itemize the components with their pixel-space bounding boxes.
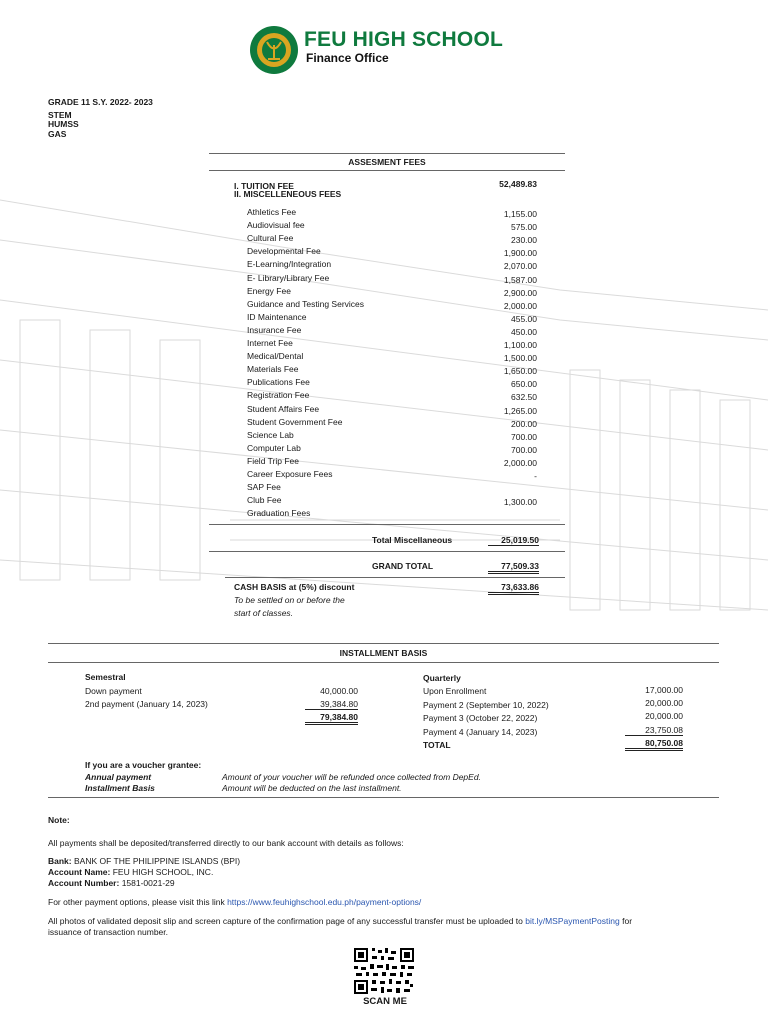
grade-label: GRADE 11 S.Y. 2022- 2023 — [48, 97, 153, 107]
fee-row-value: 2,000.00 — [503, 457, 537, 468]
fee-row-value: 1,500.00 — [503, 353, 537, 364]
fee-row-label: Cultural Fee — [247, 233, 294, 244]
upload-line — [48, 916, 632, 926]
school-name: FEU HIGH SCHOOL — [304, 28, 504, 51]
fee-row-label: Student Government Fee — [247, 416, 343, 427]
payment-options-link[interactable]: https://www.feuhighschool.edu.ph/payment-options/ — [227, 897, 422, 907]
grade-info — [48, 98, 153, 139]
fee-row-value: 1,265.00 — [503, 405, 537, 416]
semestral-total: 79,384.80 — [305, 712, 358, 725]
cash-basis-value: 73,633.86 — [488, 582, 539, 595]
installment-title: INSTALLMENT BASIS — [339, 648, 428, 658]
office-name: Finance Office — [306, 51, 389, 65]
cash-basis-label: CASH BASIS at (5%) discount — [234, 582, 355, 592]
upload-text-2: for — [622, 916, 633, 926]
fee-row-label: Graduation Fees — [247, 508, 311, 519]
fee-row-label: Career Exposure Fees — [247, 469, 333, 479]
note-line1: All payments shall be deposited/transferred directly to our bank account with details as follows: — [48, 838, 404, 848]
voucher-row-label: Installment Basis — [85, 783, 155, 793]
fee-row-label: Athletics Fee — [247, 207, 297, 217]
fees-bottom-rule — [209, 524, 565, 525]
strand-stem: STEM — [48, 109, 72, 120]
cash-note-1: To be settled on or before the — [234, 595, 345, 605]
quarterly-row-value: 23,750.08 — [625, 725, 683, 736]
fee-row-value: 2,000.00 — [503, 300, 537, 311]
misc-label: II. MISCELLENEOUS FEES — [234, 189, 342, 199]
quarterly-row-label: Payment 2 (September 10, 2022) — [423, 700, 549, 710]
school-logo-icon — [249, 25, 299, 75]
quarterly-title: Quarterly — [423, 673, 461, 683]
fee-row-label: E-Learning/Integration — [247, 259, 332, 270]
fee-row-label: Science Lab — [247, 429, 294, 440]
cash-basis-rule — [225, 577, 565, 578]
assessment-title-rule — [209, 170, 565, 171]
assessment-top-rule — [209, 153, 565, 154]
fee-row-value: 230.00 — [511, 235, 537, 246]
fee-row-value: 1,100.00 — [503, 340, 537, 350]
quarterly-row-value: 17,000.00 — [645, 685, 683, 695]
fee-row-value: 1,650.00 — [503, 366, 537, 377]
quarterly-row-value: 20,000.00 — [645, 711, 683, 721]
fee-row-value: 632.50 — [511, 392, 537, 403]
fee-row-label: Internet Fee — [247, 338, 293, 348]
account-name-line — [48, 867, 213, 877]
fee-row-label: Computer Lab — [247, 442, 301, 453]
account-number-label: Account Number: — [48, 878, 120, 888]
fee-row-value: 575.00 — [511, 222, 537, 233]
other-options-line — [48, 897, 421, 907]
bank-line — [48, 856, 240, 866]
qr-caption: SCAN ME — [363, 996, 407, 1007]
semestral-title: Semestral — [85, 672, 126, 682]
fee-row-label: Student Affairs Fee — [247, 403, 320, 414]
building-watermark — [0, 140, 768, 660]
fee-row-label: ID Maintenance — [247, 311, 307, 322]
other-options-text: For other payment options, please visit this link — [48, 897, 225, 907]
fee-row-label: Field Trip Fee — [247, 455, 299, 466]
voucher-row-text: Amount will be deducted on the last installment. — [222, 783, 402, 793]
quarterly-row-label: Payment 3 (October 22, 2022) — [423, 713, 538, 723]
semestral-row-value: 39,384.80 — [305, 699, 358, 710]
cash-note-2: start of classes. — [234, 608, 294, 618]
fee-row-value: 455.00 — [511, 313, 537, 324]
fee-row-label: Materials Fee — [247, 364, 299, 375]
total-misc-label: Total Miscellaneous — [372, 535, 453, 545]
fee-row-label: Registration Fee — [247, 390, 310, 401]
strand-gas: GAS — [48, 128, 67, 139]
account-name-value: FEU HIGH SCHOOL, INC. — [112, 867, 214, 877]
fee-row-label: Guidance and Testing Services — [247, 298, 365, 309]
voucher-row-label: Annual payment — [85, 772, 152, 782]
fee-row-value: 2,900.00 — [503, 287, 537, 298]
account-number-value: 1581-0021-29 — [121, 878, 175, 888]
qr-code-icon[interactable] — [352, 946, 416, 996]
fee-row-value: - — [534, 471, 537, 481]
tuition-value: 52,489.83 — [499, 179, 537, 189]
grand-total-label: GRAND TOTAL — [372, 561, 434, 571]
account-number-line — [48, 878, 175, 888]
installment-title-rule — [48, 662, 719, 663]
assessment-title: ASSESMENT FEES — [348, 157, 426, 167]
fee-row-value: 1,155.00 — [503, 209, 537, 219]
grand-total-value: 77,509.33 — [488, 561, 539, 574]
fee-row-value: 200.00 — [511, 418, 537, 429]
semestral-row-label: Down payment — [85, 686, 142, 696]
fee-row-label: Insurance Fee — [247, 324, 302, 335]
strand-humss: HUMSS — [48, 119, 79, 129]
quarterly-row-label: Upon Enrollment — [423, 686, 487, 696]
voucher-row-text: Amount of your voucher will be refunded once collected from DepEd. — [222, 772, 481, 782]
fee-row-label: Publications Fee — [247, 377, 310, 388]
total-misc-value: 25,019.50 — [488, 535, 539, 546]
note-title: Note: — [48, 815, 70, 825]
fee-row-value: 450.00 — [511, 326, 537, 337]
fee-row-label: Audiovisual fee — [247, 220, 305, 231]
fee-row-value: 650.00 — [511, 379, 537, 390]
fee-row-value: 2,070.00 — [503, 261, 537, 272]
quarterly-row-label: Payment 4 (January 14, 2023) — [423, 727, 538, 737]
fee-row-value: 700.00 — [511, 431, 537, 442]
quarterly-total-label: TOTAL — [423, 740, 451, 750]
fee-row-value: 1,587.00 — [503, 274, 537, 285]
fee-row-label: E- Library/Library Fee — [247, 272, 330, 283]
fee-row-label: SAP Fee — [247, 482, 281, 493]
fee-row-label: Developmental Fee — [247, 246, 321, 257]
tuition-label: I. TUITION FEE — [234, 181, 294, 191]
fee-row-label: Energy Fee — [247, 285, 291, 296]
payment-posting-link[interactable]: bit.ly/MSPaymentPosting — [525, 916, 620, 926]
account-name-label: Account Name: — [48, 867, 111, 877]
bank-label: Bank: — [48, 856, 72, 866]
upload-text-3: issuance of transaction number. — [48, 927, 169, 937]
quarterly-row-value: 20,000.00 — [645, 698, 683, 708]
fee-row-value: 1,900.00 — [503, 248, 537, 259]
installment-top-rule — [48, 643, 719, 644]
semestral-row-label: 2nd payment (January 14, 2023) — [85, 699, 208, 709]
voucher-title: If you are a voucher grantee: — [85, 760, 202, 770]
quarterly-total: 80,750.08 — [625, 738, 683, 751]
bank-value: BANK OF THE PHILIPPINE ISLANDS (BPI) — [74, 856, 241, 866]
fee-row-value: 700.00 — [511, 444, 537, 455]
semestral-row-value: 40,000.00 — [320, 686, 358, 696]
fee-row-label: Club Fee — [247, 495, 282, 506]
installment-bottom-rule — [48, 797, 719, 798]
upload-text-1: All photos of validated deposit slip and screen capture of the confirmation page of any successful transfer must be uploaded to — [48, 916, 523, 926]
grand-total-rule — [209, 551, 565, 552]
fee-row-label: Medical/Dental — [247, 351, 304, 362]
fee-row-value: 1,300.00 — [503, 497, 537, 508]
